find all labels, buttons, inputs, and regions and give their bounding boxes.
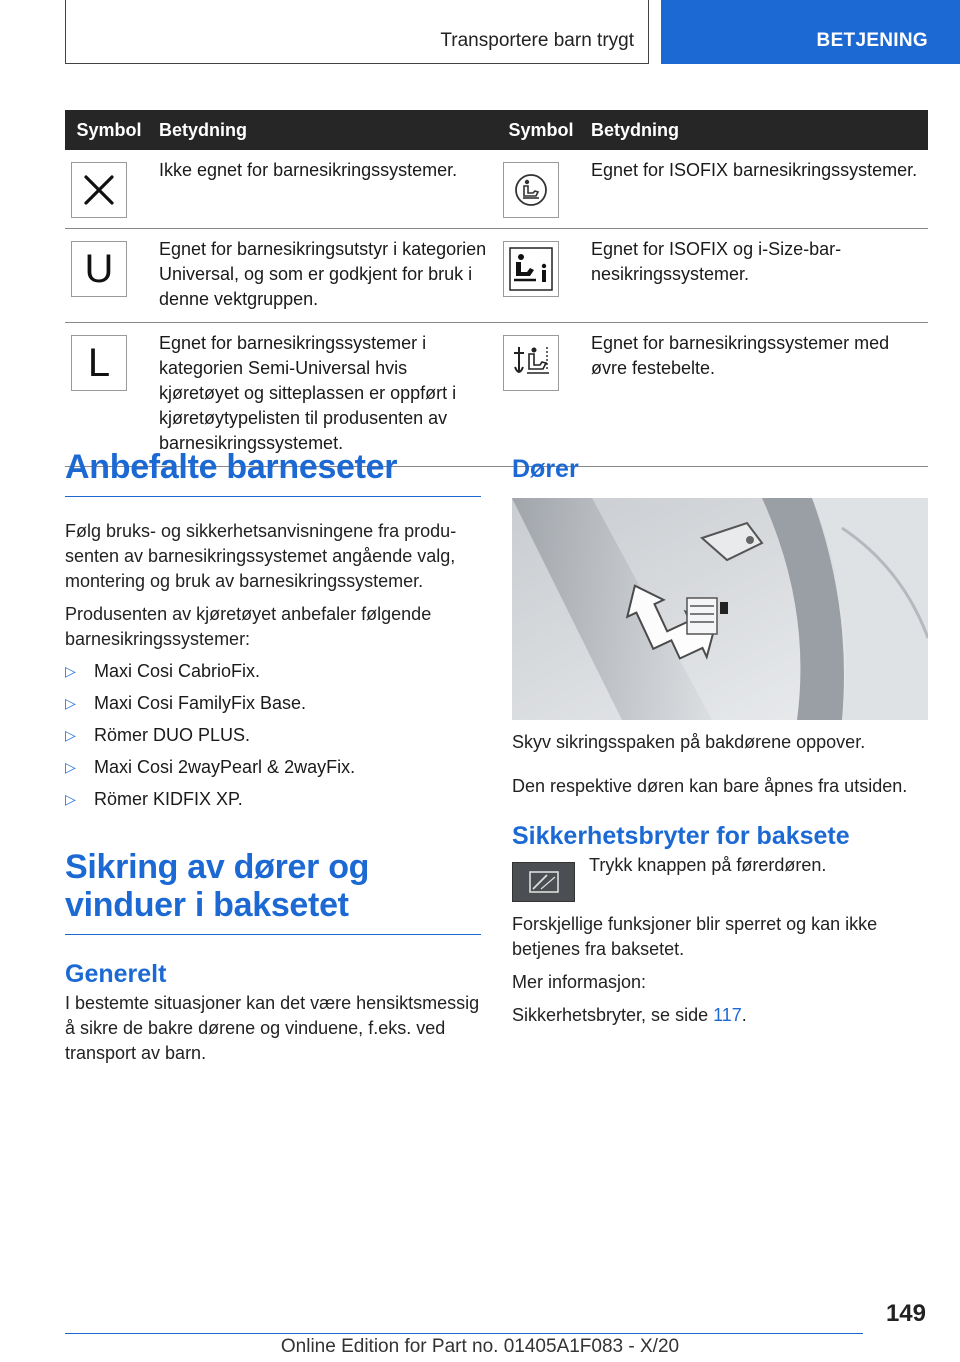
top-tether-icon	[503, 335, 559, 391]
paragraph: Den respektive døren kan bare åpnes fra utsiden.	[512, 776, 908, 796]
col-header-meaning: Betydning	[153, 110, 497, 150]
list-item: ▷ Maxi Cosi FamilyFix Base.	[65, 691, 481, 716]
right-column	[512, 448, 928, 1028]
table-cell-text: Egnet for barnesikringsutstyr i kategorien Universal, og som er godkjent for bruk i denne vektgruppen.	[153, 229, 497, 323]
letter-l-icon: L	[71, 335, 127, 391]
section-title: Transportere barn trygt	[440, 30, 634, 51]
paragraph-cross-reference: Sikkerhetsbryter, se side 117.	[512, 1005, 747, 1025]
isofix-seat-icon	[503, 162, 559, 218]
paragraph: Produsenten av kjøretøyet anbefaler følgende barnesikringssystemer:	[65, 604, 432, 649]
paragraph: Følg bruks- og sikkerhetsanvisningene fra produsenten av barnesikringssystemet angående valg, montering og bruk av barnesikringssystemer.	[65, 521, 457, 591]
list-item: ▷ Maxi Cosi CabrioFix.	[65, 659, 481, 684]
paragraph: Trykk knappen på førerdøren.	[589, 855, 827, 875]
door-child-lock-illustration	[512, 498, 928, 720]
letter-u-icon: U	[71, 241, 127, 297]
page-number: 149	[885, 1300, 926, 1327]
recommended-seat-list	[65, 659, 481, 812]
paragraph: Skyv sikringsspaken på bakdørene oppover.	[512, 732, 866, 752]
heading-rule	[65, 496, 481, 497]
heading-recommended-seats: Anbefalte barneseter	[65, 448, 398, 486]
footer-rule	[65, 1333, 863, 1334]
table-cell-text: Egnet for ISOFIX og i-Size-barnesikringssystemer.	[585, 229, 928, 323]
col-header-symbol-2: Symbol	[497, 110, 585, 150]
col-header-meaning-2: Betydning	[585, 110, 928, 150]
paragraph: Forskjellige funksjoner blir sperret og kan ikke betjenes fra baksetet.	[512, 914, 878, 959]
chapter-tab[interactable]	[661, 0, 960, 64]
heading-doors: Dører	[512, 455, 579, 483]
footer-edition: Online Edition for Part no. 01405A1F083 - X/20	[280, 1336, 680, 1357]
list-item: ▷ Maxi Cosi 2wayPearl & 2wayFix.	[65, 755, 481, 780]
paragraph: I bestemte situasjoner kan det være hensiktsmessig å sikre de bakre dørene og vinduene, f.eks. ved transport av barn.	[65, 993, 480, 1063]
heading-rule	[65, 934, 481, 935]
table-cell-text: Ikke egnet for barnesikringssystemer.	[153, 150, 497, 229]
table-row	[65, 150, 928, 229]
heading-rear-safety-switch: Sikkerhetsbryter for baksete	[512, 822, 850, 850]
col-header-symbol: Symbol	[65, 110, 153, 150]
isofix-isize-seat-icon	[503, 241, 559, 297]
left-column	[65, 448, 481, 1066]
header-section-box	[65, 0, 649, 64]
symbol-table	[65, 110, 928, 467]
cross-icon	[71, 162, 127, 218]
table-row	[65, 229, 928, 323]
table-cell-text: Egnet for ISOFIX barnesikringssystemer.	[585, 150, 928, 229]
table-row	[65, 323, 928, 467]
window-lock-button-icon	[512, 862, 575, 902]
table-cell-text: Egnet for barnesikringssystemer i kategorien Semi-Universal hvis kjøretøyet og sitteplassen er oppført i kjøretøytypelisten til produsenten av barnesikringssystemet.	[153, 323, 497, 467]
list-item: ▷ Römer KIDFIX XP.	[65, 787, 481, 812]
paragraph: Mer informasjon:	[512, 972, 647, 992]
chapter-tab-label: BETJENING	[816, 30, 928, 51]
heading-securing-doors-windows: Sikring av dører og vinduer i baksetet	[65, 848, 370, 924]
page-link[interactable]: 117	[713, 1005, 742, 1025]
list-item: ▷ Römer DUO PLUS.	[65, 723, 481, 748]
heading-general: Generelt	[65, 960, 167, 988]
table-header-row	[65, 110, 928, 150]
table-cell-text: Egnet for barnesikringssystemer med øvre festebelte.	[585, 323, 928, 467]
